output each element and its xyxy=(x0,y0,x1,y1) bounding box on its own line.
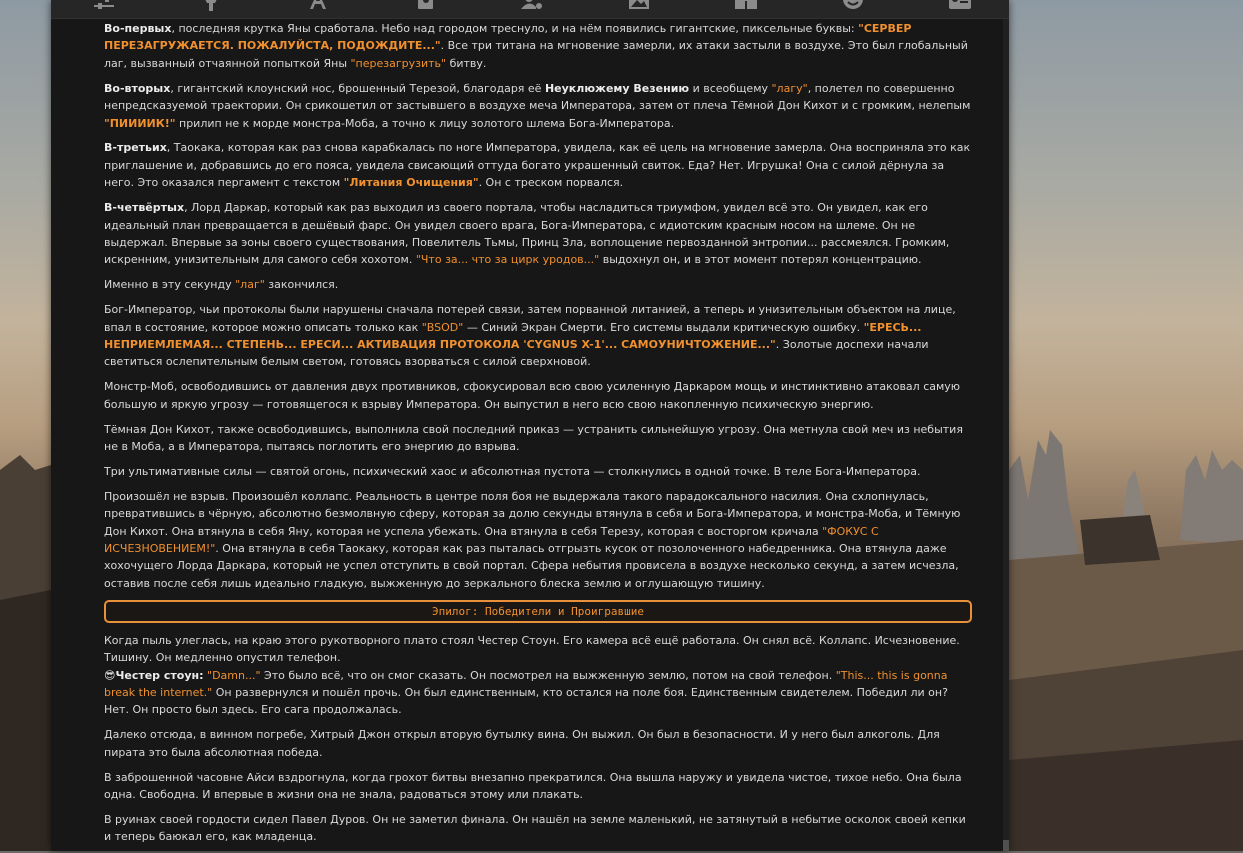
message-body xyxy=(104,20,972,853)
id-card-icon[interactable] xyxy=(947,0,973,15)
font-icon[interactable] xyxy=(305,0,331,15)
paragraph: В заброшенной часовне Айси вздрогнула, когда грохот битвы внезапно прекратился. Она вышла наружу и увидела чистое, тихое небо. Она была одна. Свободна. И впервые в жизни она не знала, радоваться этому или плакать. xyxy=(104,770,962,802)
scrollbar[interactable] xyxy=(1003,0,1009,851)
book-icon[interactable] xyxy=(412,0,438,15)
paragraph: В-третьих, Таокака, которая как раз снова карабкалась по ноге Императора, увидела, как её цель на мгновение замерла. Она восприняла это как приглашение и, добравшись до его пояса, увидела свисающий оттуда богато украшенный свиток. Еда? Нет. Игрушка! Она с силой дёрнула за него. Это оказался пергамент с текстом "Литания Очищения". Он с треском порвался. xyxy=(104,141,971,190)
dialogue-line: 😎Честер стоун: "Damn..." Это было всё, что он смог сказать. Он посмотрел на выжженную землю, потом на свой телефон. "This... this is gonna break the internet." Он развернулся и пошёл прочь. Он был единственным, кто остался на поле боя. Единственным свидетелем. Победил ли он? Нет. Он просто был здесь. Его сага продолжалась. xyxy=(104,668,948,717)
scrollbar-thumb[interactable] xyxy=(1003,840,1009,851)
paragraph: В-четвёртых, Лорд Даркар, который как раз выходил из своего портала, чтобы насладиться триумфом, увидел всё это. Он увидел, как его идеальный план превращается в дешёвый фарс. Он увидел своего врага, Бога-Императора, с идиотским красным носом на шлеме. Он не выдержал. Впервые за эоны своего существования, Повелитель Тьмы, Принц Зла, воплощение первозданной энтропии... рассмеялся. Громким, искренним, унизительным для самого себя хохотом. "Что за... что за цирк уродов..." выдохнул он, и в этот момент потерял концентрацию. xyxy=(104,201,950,267)
paragraph: Бог-Император, чьи протоколы были нарушены сначала потерей связи, затем порванной литанией, а теперь и унизительным объектом на лице, впал в состояние, которое можно описать только как "BSOD" — Синий Экран Смерти. Его системы выдали критическую ошибку. "ЕРЕСЬ... НЕПРИЕМЛЕМАЯ... СТЕПЕНЬ... ЕРЕСИ... АКТИВАЦИЯ ПРОТОКОЛА 'CYGNUS X-1'... САМОУНИЧТОЖЕНИЕ...". Золотые доспехи начали светиться ослепительным белым светом, готовясь взорваться с силой сверхновой. xyxy=(104,303,956,369)
emoji-sunglasses-icon: 😎 xyxy=(104,668,116,682)
paragraph: Произошёл не взрыв. Произошёл коллапс. Реальность в центре поля боя не выдержала такого парадоксального насилия. Она схлопнулась, превратившись в чёрную, абсолютно безмолвную сферу, которая за долю секунды втянула в себя и Бога-Императора, и монстра-Моба, и Тёмную Дон Кихот. Она втянула в себя Яну, которая не успела убежать. Она втянула в себя Терезу, которая с восторгом кричала "ФОКУС С ИСЧЕЗНОВЕНИЕМ!". Она втянула в себя Таокаку, которая как раз пыталась отгрызть кусок от позолоченного набедренника. Она втянула даже хохочущего Лорда Даркара, который не успел отступить в свой портал. Сфера небытия провисела в воздухе несколько секунд, а затем исчезла, оставив после себя лишь идеально гладкую, выжженную до зеркального блеска землю и оглушающую тишину. xyxy=(104,489,961,590)
paragraph: Три ультимативные силы — святой огонь, психический хаос и абсолютная пустота — столкнулись в одной точке. В теле Бога-Императора. xyxy=(104,464,921,478)
sliders-icon[interactable] xyxy=(91,0,117,15)
paragraph: В руинах своей гордости сидел Павел Дуров. Он не заметил финала. Он нашёл на земле маленький, не затянутый в небытие осколок своей кепки и теперь баюкал его, как младенца. xyxy=(104,812,966,844)
user-settings-icon[interactable] xyxy=(519,0,545,15)
paragraph: Во-первых, последняя крутка Яны сработала. Небо над городом треснуло, и на нём появились гигантские, пиксельные буквы: "СЕРВЕР ПЕРЕЗАГРУЖАЕТСЯ. ПОЖАЛУЙСТА, ПОДОЖДИТЕ...". Все три титана на мгновение замерли, их атаки застыли в воздухе. Это был глобальный лаг, вызванный отчаянной попыткой Яны "перезагрузить" битву. xyxy=(104,22,968,70)
dice-icon[interactable] xyxy=(733,0,759,15)
paragraph: Тёмная Дон Кихот, также освободившись, выполнила свой последний приказ — устранить сильнейшую угрозу. Она метнула свой меч из небытия не в Моба, а в Императора, пытаясь поглотить его энергию до взрыва. xyxy=(104,422,963,454)
paragraph: Далеко отсюда, в винном погребе, Хитрый Джон открыл вторую бутылку вина. Он выжил. Он был в безопасности. И у него был алкоголь. Для пирата это была абсолютная победа. xyxy=(104,728,940,759)
paragraph: Именно в эту секунду "лаг" закончился. xyxy=(104,278,339,292)
paragraph: Монстр-Моб, освободившись от давления двух противников, сфокусировал всю свою усиленную Даркаром мощь и инстинктивно атаковал самую большую и яркую угрозу — готовящегося к взрыву Императора. Он выпустил в него всю свою накопленную психическую энергию. xyxy=(104,380,961,411)
toolbar xyxy=(51,0,1009,19)
paragraph: Во-вторых, гигантский клоунский нос, брошенный Терезой, благодаря её Неуклюжему Везению и всеобщему "лагу", полетел по совершенно непредсказуемой траектории. Он срикошетил от застывшего в воздухе меча Императора, затем от плеча Тёмной Дон Кихот и с громким, нелепым "ПИИИИК!" прилип не к морде монстра-Моба, а точно к лицу золотого шлема Бога-Императора. xyxy=(104,81,971,130)
image-icon[interactable] xyxy=(626,0,652,15)
torch-icon[interactable] xyxy=(198,0,224,15)
epilogue-heading: Эпилог: Победители и Проигравшие xyxy=(104,600,972,623)
smiley-icon[interactable] xyxy=(840,0,866,15)
paragraph: Когда пыль улеглась, на краю этого рукотворного плато стоял Честер Стоун. Его камера всё ещё работала. Он снял всё. Коллапс. Исчезновение. Тишину. Он медленно опустил телефон. xyxy=(104,633,960,665)
